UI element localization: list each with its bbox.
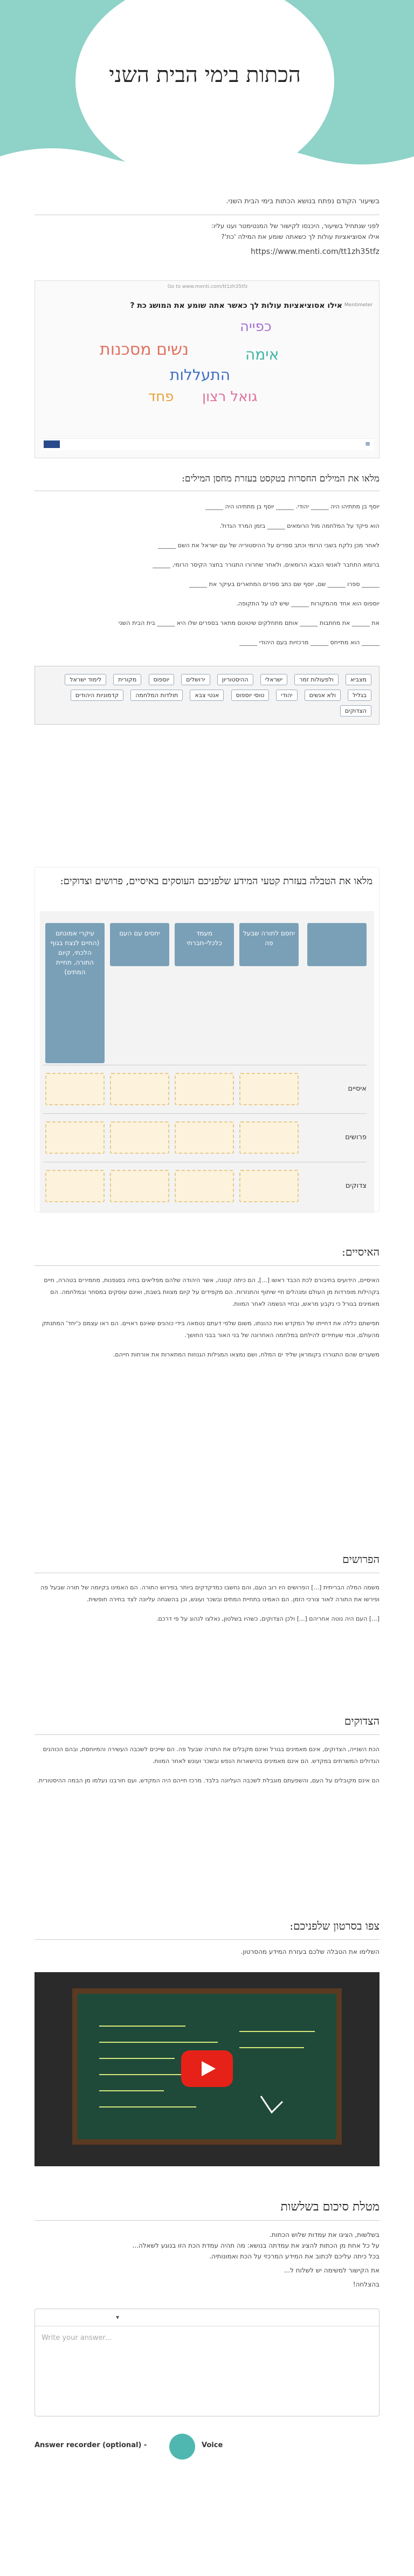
fill-line[interactable]: את ______ את מחתבות ______ אותם מתחלקים שיטוטם מתאר בספרים שלו היא ______ בית הבית השני — [118, 619, 380, 626]
sadducees-title: הצדוקים — [344, 1714, 380, 1727]
drop-zone[interactable] — [45, 1073, 105, 1105]
answer-toolbar — [35, 2309, 379, 2326]
sadducees-p1: הכת השנייה, הצדוקים, אינם מאמינים בגורל ואינם מקבלים את התורה שבעל פה. הם שייכים לשכבה העשירה והמיוחסת, ובהם הכוהנים הגדולים המשרתים במקדש. הם אינם מאמינים בהישארות הנפש ובשכר ועונש לאחר המוות. — [43, 1746, 380, 1765]
answer-recorder — [34, 2432, 380, 2464]
drop-zone[interactable] — [239, 1121, 299, 1154]
drop-zone[interactable] — [175, 1073, 234, 1105]
word-chip[interactable]: יוספוס — [149, 674, 175, 685]
pharisees-p2: [...] העם היה נוטה אחריהם [...] ולכן הצדוקים, כשהיו בשלטון, נאלצו לנהוג על פי דרכם. — [156, 1615, 380, 1622]
drop-zone[interactable] — [45, 1121, 105, 1154]
essenes-p2: תפישתם כללה את דחייתו של המקדש ואת כהונתו, משום שלפי דעתם נטמאה בידי כוהנים שאינם ראויים. הם ראו עצמם כ'יחד' המתנתק מהעולם, וכמי שעתידים להילחם במלחמה האחרונה של בני האור בבני החושך. — [42, 1320, 380, 1339]
intro-card — [34, 194, 380, 275]
video-header — [34, 1919, 380, 1968]
pharisees-section — [34, 1553, 380, 1704]
record-button[interactable] — [169, 2434, 195, 2460]
sadducees-section — [34, 1714, 380, 1865]
word-chip[interactable]: יהודי — [276, 690, 297, 701]
pharisees-title: הפרושים — [342, 1553, 380, 1566]
wordcloud-word: פחד — [148, 389, 174, 405]
fill-line[interactable]: הוא פיקד על המלחמה מול הרומאים ______ בזמן המרד הגדול. — [219, 522, 380, 529]
mentimeter-footer — [42, 438, 374, 450]
fill-line[interactable]: ברומא התחבר לאנשי הצבא הרומאים, ולאחר שחרורו התגורר בחצר הקיסר הרומי, ______ — [153, 561, 380, 568]
row-label: איסיים — [348, 1085, 367, 1093]
menu-icon[interactable]: ≡ — [364, 440, 370, 447]
mentimeter-goto: Go to www.menti.com/tt1zh35tfz — [167, 284, 248, 290]
answer-input[interactable]: Write your answer... — [42, 2334, 112, 2342]
fill-line[interactable]: ______ הוא מתייחס ______ מרכזיות בעם היהודי ______ — [239, 639, 380, 646]
summary-divider — [34, 2220, 380, 2221]
row-label: פרושים — [345, 1133, 367, 1141]
word-chip[interactable]: מצביא — [346, 674, 371, 685]
fill-section-title: מלאו את המילים החסרות בטקסט בעזרת מחסן המילים: — [182, 473, 380, 484]
fill-line[interactable]: יוסף בן מתתיהו היה ______ יהודי. ______ יוסף בן מתתיהו היה ______ — [205, 503, 380, 510]
summary-line: בהצלחה! — [353, 2281, 380, 2288]
essenes-title: האיסיים: — [342, 1245, 380, 1258]
word-chip[interactable]: ולא אנשים — [305, 690, 341, 701]
fill-section — [34, 468, 380, 818]
word-chip[interactable]: קדמוניות היהודים — [71, 690, 123, 701]
mentimeter-question: אילו אסוציאציות עולות לך כאשר אתה שומע את המושג כת ? — [130, 301, 342, 310]
word-bank — [34, 666, 380, 725]
essenes-p1: האיסיים, הידועים בחיבורם לכת הכבד ראשו [...], הם כיתה קטנה, אשר היהודה שלהם מפליאים בחיה בסגפנות, מחמירים בטהרה, חיים בקהילות מופרדות מן העולם ומנהלים חיי שיתוף והתנזרות. הם מקפידים על קיום מצוות בשבת, ואינם עוסקים במסחר ובמלחמה. הם מאמינים בגורל כי נקבע מראש, ובחיי הנשמה לאחר המוות. — [44, 1277, 380, 1307]
category-tile[interactable]: עיקרי אמונתם (החיים לנצח בגוף הלכתי, קיום התורה, תחיית המתים) — [45, 923, 105, 1063]
intro-line3: אילו אסוציאציות עולות לך כשאתה שומע את המילה 'כת'? — [221, 233, 380, 240]
mentimeter-brand: Mentimeter — [344, 302, 372, 308]
video-subtitle: השלימו את הטבלה שלכם בעזרת המידע מהסרטון. — [240, 1948, 380, 1955]
word-chip[interactable]: ירושלים — [181, 674, 210, 685]
summary-line: על כל אחת מן הכתות להציג את עמדתה בנושא: מה תהיה עמדת הכת הזו בנוגע לשאלה... — [132, 2242, 380, 2249]
summary-line: בכל כיתה עליכם לכתוב את המידע המרכזי על הכת ואמונותיה. — [209, 2253, 380, 2260]
video-divider — [34, 1939, 380, 1940]
play-button[interactable] — [181, 2050, 233, 2087]
drop-zone[interactable] — [45, 1170, 105, 1202]
drop-zone[interactable] — [110, 1121, 169, 1154]
summary-title: מטלת סיכום בשלשות — [280, 2200, 380, 2214]
drop-zone[interactable] — [110, 1073, 169, 1105]
play-icon — [181, 2050, 233, 2087]
word-chip[interactable]: ישראלי — [260, 674, 288, 685]
pharisees-p1: משמה המלה הבריתית [...] הפרושים היו רוב העם, והם נחשבו כמדקדקים ביותר בפירוש התורה. הם האמינו בקיומה של תורה שבעל פה ופירשו את התורה לאור צורכי הזמן. הם האמינו בתחיית המתים ובשכר ועונש, וכן בהשגחה עליונה לצד בחירה חופשית. — [40, 1584, 380, 1603]
word-chip[interactable]: ההיסטוריון — [217, 674, 253, 685]
intro-line2: לפני שנתחיל בשיעור, היכנסו לקישור של המנטימטר וענו עליו: — [211, 222, 380, 230]
word-chip[interactable]: ולפעולות זמר — [294, 674, 338, 685]
summary-line: בשלשות, הציגו את עמדות שלוש הכתות. — [269, 2231, 380, 2238]
word-chip[interactable]: הצדוקים — [340, 705, 371, 717]
word-chip[interactable]: אנטי צבא — [190, 690, 224, 701]
sadducees-p2: הם אינם מקובלים על העם, והשפעתם מוגבלת לשכבה העליונה בלבד. מרכז חייהם היה המקדש, ועם חורבנו נעלמו מן הבמה ההיסטורית. — [37, 1777, 380, 1784]
intro-link[interactable]: https://www.menti.com/tt1zh35tfz — [251, 247, 380, 256]
fill-line[interactable]: יוספוס הוא אחד מהמקורות ______ שיש לנו על התקופה. — [236, 600, 380, 607]
wordcloud-word: נשים מסכנות — [100, 340, 189, 359]
essenes-p3: משערים שהם התגוררו בקומראן שליד ים המלח, ושם נמצאו המגילות הגנוזות המתארות את אורחות חייהם. — [113, 1351, 380, 1358]
drop-zone[interactable] — [239, 1073, 299, 1105]
intro-line1: בשיעור הקודם נפתח בנושא הכתות בימי הבית השני. — [226, 197, 380, 205]
category-tile[interactable]: יחסים עם העם — [110, 923, 169, 966]
drop-zone[interactable] — [239, 1170, 299, 1202]
row-label: צדוקים — [345, 1182, 367, 1190]
wordcloud-word: התעללות — [170, 366, 231, 384]
category-tile[interactable]: מעמד כלכלי-חברתי — [175, 923, 234, 966]
drop-zone[interactable] — [110, 1170, 169, 1202]
word-chip[interactable]: בגליל — [348, 690, 371, 701]
word-chip[interactable]: מקורית — [113, 674, 141, 685]
category-tile[interactable] — [307, 923, 367, 966]
drop-zone[interactable] — [175, 1121, 234, 1154]
recorder-label: Answer recorder (optional) - — [34, 2441, 147, 2449]
answer-box[interactable] — [34, 2309, 380, 2416]
row-divider — [43, 1113, 367, 1114]
mentimeter-logo-bar — [44, 440, 60, 448]
essenes-section — [34, 1245, 380, 1547]
wordcloud-word: אימה — [245, 346, 279, 363]
essenes-divider — [34, 1265, 380, 1266]
wordcloud-word: כפייה — [240, 319, 272, 335]
mentimeter-embed[interactable] — [34, 280, 380, 458]
video-player[interactable] — [34, 1972, 380, 2166]
page-title: הכתות בימי הבית השני — [109, 63, 301, 87]
word-chip[interactable]: טוסי יוספוס — [231, 690, 270, 701]
word-chip[interactable]: לימוד ישראל — [65, 674, 106, 685]
drop-zone[interactable] — [175, 1170, 234, 1202]
wordcloud-word: גואל רצון — [202, 389, 258, 405]
sadducees-divider — [34, 1734, 380, 1735]
fill-line[interactable]: ______ ספרו ______ שם, יוסף שם כתב ספרים המתארים בעיקר את ______ — [189, 581, 380, 588]
format-dropdown[interactable]: ▾ — [116, 2313, 120, 2321]
summary-section — [34, 2200, 380, 2302]
word-chip[interactable]: תולדות המלחמה — [130, 690, 183, 701]
table-section-title: מלאו את הטבלה בעזרת קטעי המידע שלפניכם העוסקים באיסיים, פרושים וצדוקים: — [60, 876, 372, 887]
voice-label: Voice — [202, 2441, 223, 2449]
video-title: צפו בסרטון שלפניכם: — [289, 1919, 380, 1932]
summary-line: את הקישור למשימה יש לשלוח ל... — [284, 2267, 380, 2274]
category-tile[interactable]: יחסם לתורה שבעל פה — [239, 923, 299, 966]
fill-line[interactable]: לאחר מכן נלקח בשבי הרומי וכתב ספרים על ההיסטוריה של עם ישראל את השם ______ — [158, 542, 380, 549]
